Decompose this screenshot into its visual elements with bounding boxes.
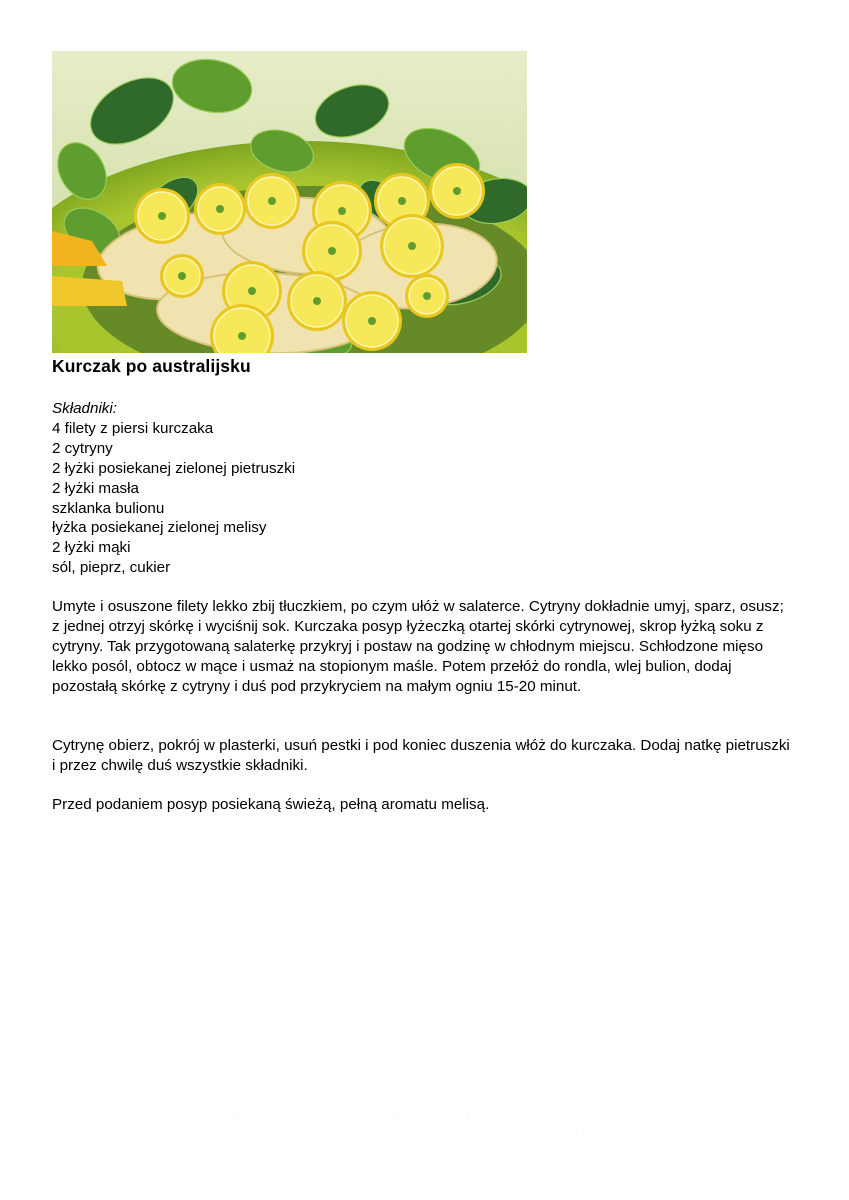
ingredient-item: 2 cytryny [52, 439, 113, 457]
ingredient-item: 4 filety z piersi kurczaka [52, 419, 214, 437]
parsley-garnish-shape [248, 287, 256, 295]
parsley-garnish-shape [216, 205, 224, 213]
ingredient-item: sól, pieprz, cukier [52, 559, 171, 577]
parsley-garnish-shape [408, 242, 416, 250]
parsley-garnish-shape [268, 197, 276, 205]
ingredients-section [52, 399, 295, 578]
parsley-garnish-shape [328, 247, 336, 255]
dish-photo-icon [52, 51, 527, 353]
ingredient-item: 2 łyżki mąki [52, 539, 131, 557]
watermark: wedlinydomowe.pl [124, 1089, 725, 1161]
serving-paragraph: Przed podaniem posyp posiekaną świeżą, pełną aromatu melisą. [52, 796, 490, 813]
parsley-garnish-shape [338, 207, 346, 215]
parsley-garnish-shape [423, 292, 431, 300]
parsley-garnish-shape [453, 187, 461, 195]
instructions-paragraph: Cytrynę obierz, pokrój w plasterki, usuń pestki i pod koniec duszenia włóż do kurczaka. Dodaj natkę pietruszki i przez chwilę duś wszystkie składniki. [52, 737, 790, 774]
ingredient-item: łyżka posiekanej zielonej melisy [52, 519, 267, 537]
ingredient-item: 2 łyżki posiekanej zielonej pietruszki [52, 459, 296, 477]
parsley-garnish-shape [398, 197, 406, 205]
parsley-garnish-shape [158, 212, 166, 220]
ingredient-item: 2 łyżki masła [52, 479, 139, 497]
parsley-garnish-shape [368, 317, 376, 325]
ingredient-item: szklanka bulionu [52, 499, 165, 517]
ingredients-label: Składniki: [52, 400, 117, 417]
parsley-garnish-shape [178, 272, 186, 280]
recipe-title: Kurczak po australijsku [52, 356, 251, 376]
recipe-photo [52, 51, 527, 353]
instructions-paragraph: Umyte i osuszone filety lekko zbij tłuczkiem, po czym ułóż w salaterce. Cytryny dokładnie umyj, sparz, osusz; z jednej otrzyj skórkę i wyciśnij sok. Kurczaka posyp łyżeczką otartej skórki cytrynowej, skrop łyżką soku z cytryny. Tak przygotowaną salaterkę przykryj i postaw na godzinę w chłodnym miejscu. Schłodzone mięso lekko posól, obtocz w mące i usmaż na stopionym maśle. Potem przełóż do rondla, wlej bulion, dodaj pozostałą skórkę z cytryny i duś pod przykryciem na małym ogniu 15-20 minut. [52, 598, 784, 695]
parsley-garnish-shape [238, 332, 246, 340]
parsley-garnish-shape [313, 297, 321, 305]
ingredients-list [52, 419, 295, 578]
